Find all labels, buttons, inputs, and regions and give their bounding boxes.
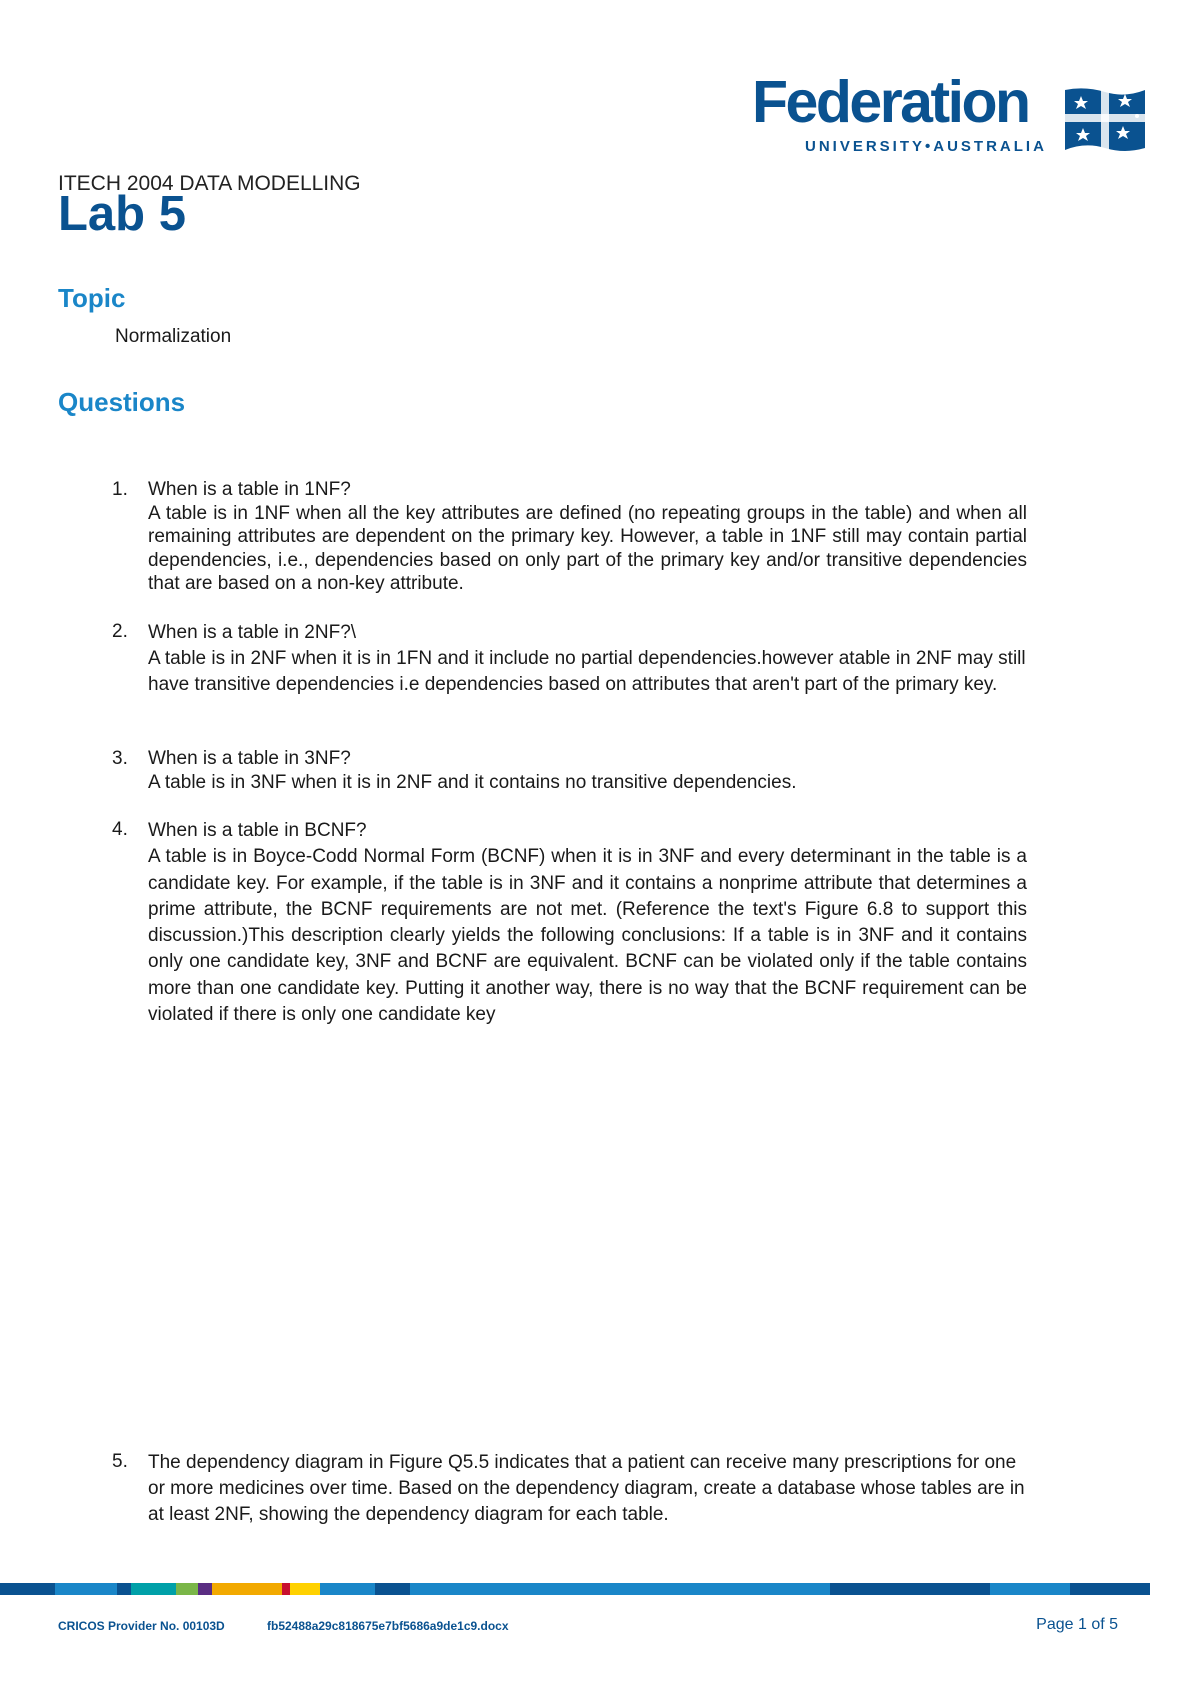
page-number: Page 1 of 5 (1036, 1616, 1118, 1633)
footer-bar-segment (117, 1583, 131, 1595)
answer-text: A table is in 1NF when all the key attributes are defined (no repeating groups in the table) and when all remaining attributes are dependent on the primary key. However, a table in 1NF still may contain partial dependencies, i.e., dependencies based on only part of the primary key and/or transitive dependencies that are based on a non-key attribute. (148, 502, 1027, 594)
question-number: 5. (112, 1451, 128, 1472)
footer-bar-segment (320, 1583, 375, 1595)
question-item-1 (112, 478, 1027, 596)
footer-bar-segment (212, 1583, 282, 1595)
lab-title: Lab 5 (58, 187, 186, 241)
course-title: ITECH 2004 DATA MODELLING (58, 172, 361, 195)
logo-wordmark: Federation (752, 69, 1029, 135)
answer-text: A table is in 3NF when it is in 2NF and it contains no transitive dependencies. (148, 771, 797, 793)
question-item-4 (112, 818, 1027, 1028)
footer-bar-segment (290, 1583, 320, 1595)
footer-bar-segment (375, 1583, 410, 1595)
federation-logo (752, 69, 1148, 160)
footer-color-bar (0, 1583, 1200, 1595)
footer-bar-segment (1070, 1583, 1150, 1595)
question-text: When is a table in 2NF?\ (148, 622, 357, 643)
footer-bar-segment (990, 1583, 1070, 1595)
question-number: 2. (112, 621, 128, 642)
footer-bar-segment (131, 1583, 176, 1595)
topic-text: Normalization (115, 326, 232, 347)
footer-bar-segment (0, 1583, 55, 1595)
footer-bar-segment (410, 1583, 830, 1595)
answer-text: A table is in 2NF when it is in 1FN and it include no partial dependencies.however atable in 2NF may still have transitive dependencies i.e dependencies based on attributes that aren't part of the primary key. (148, 648, 1026, 695)
cricos-provider: CRICOS Provider No. 00103D (58, 1619, 225, 1633)
flag-icon (1063, 86, 1146, 154)
answer-text: A table is in Boyce-Codd Normal Form (BCNF) when it is in 3NF and every determinant in the table is a candidate key. For example, if the table is in 3NF and it contains a nonprime attribute that determines a prime attribute, the BCNF requirements are not met. (Reference the text's Figure 6.8 to support this discussion.)This description clearly yields the following conclusions: If a table is in 3NF and it contains only one candidate key, 3NF and BCNF are equivalent. BCNF can be violated only if the table contains more than one candidate key. Putting it another way, there is no way that the BCNF requirement can be violated if there is only one candidate key (148, 846, 1027, 1026)
question-number: 3. (112, 748, 128, 769)
question-text: When is a table in 1NF? (148, 479, 351, 500)
question-text: The dependency diagram in Figure Q5.5 indicates that a patient can receive many prescriptions for one or more medicines over time. Based on the dependency diagram, create a database whose tables are in at least 2NF, showing the dependency diagram for each table. (148, 1452, 1025, 1525)
question-item-2 (112, 620, 1027, 698)
footer-bar-segment (55, 1583, 117, 1595)
footer-bar-segment (198, 1583, 212, 1595)
question-text: When is a table in 3NF? (148, 748, 351, 769)
footer-bar-segment (176, 1583, 198, 1595)
document-filename: fb52488a29c818675e7bf5686a9de1c9.docx (267, 1619, 509, 1633)
questions-heading: Questions (58, 387, 186, 417)
question-number: 1. (112, 479, 128, 500)
question-item-5 (112, 1450, 1027, 1528)
footer-bar-segment (830, 1583, 990, 1595)
question-text: When is a table in BCNF? (148, 820, 367, 841)
question-number: 4. (112, 819, 128, 840)
topic-heading: Topic (58, 283, 126, 313)
logo-subtitle: UNIVERSITY•AUSTRALIA (805, 138, 1047, 155)
question-item-3 (112, 747, 1027, 794)
footer-bar-segment (282, 1583, 290, 1595)
